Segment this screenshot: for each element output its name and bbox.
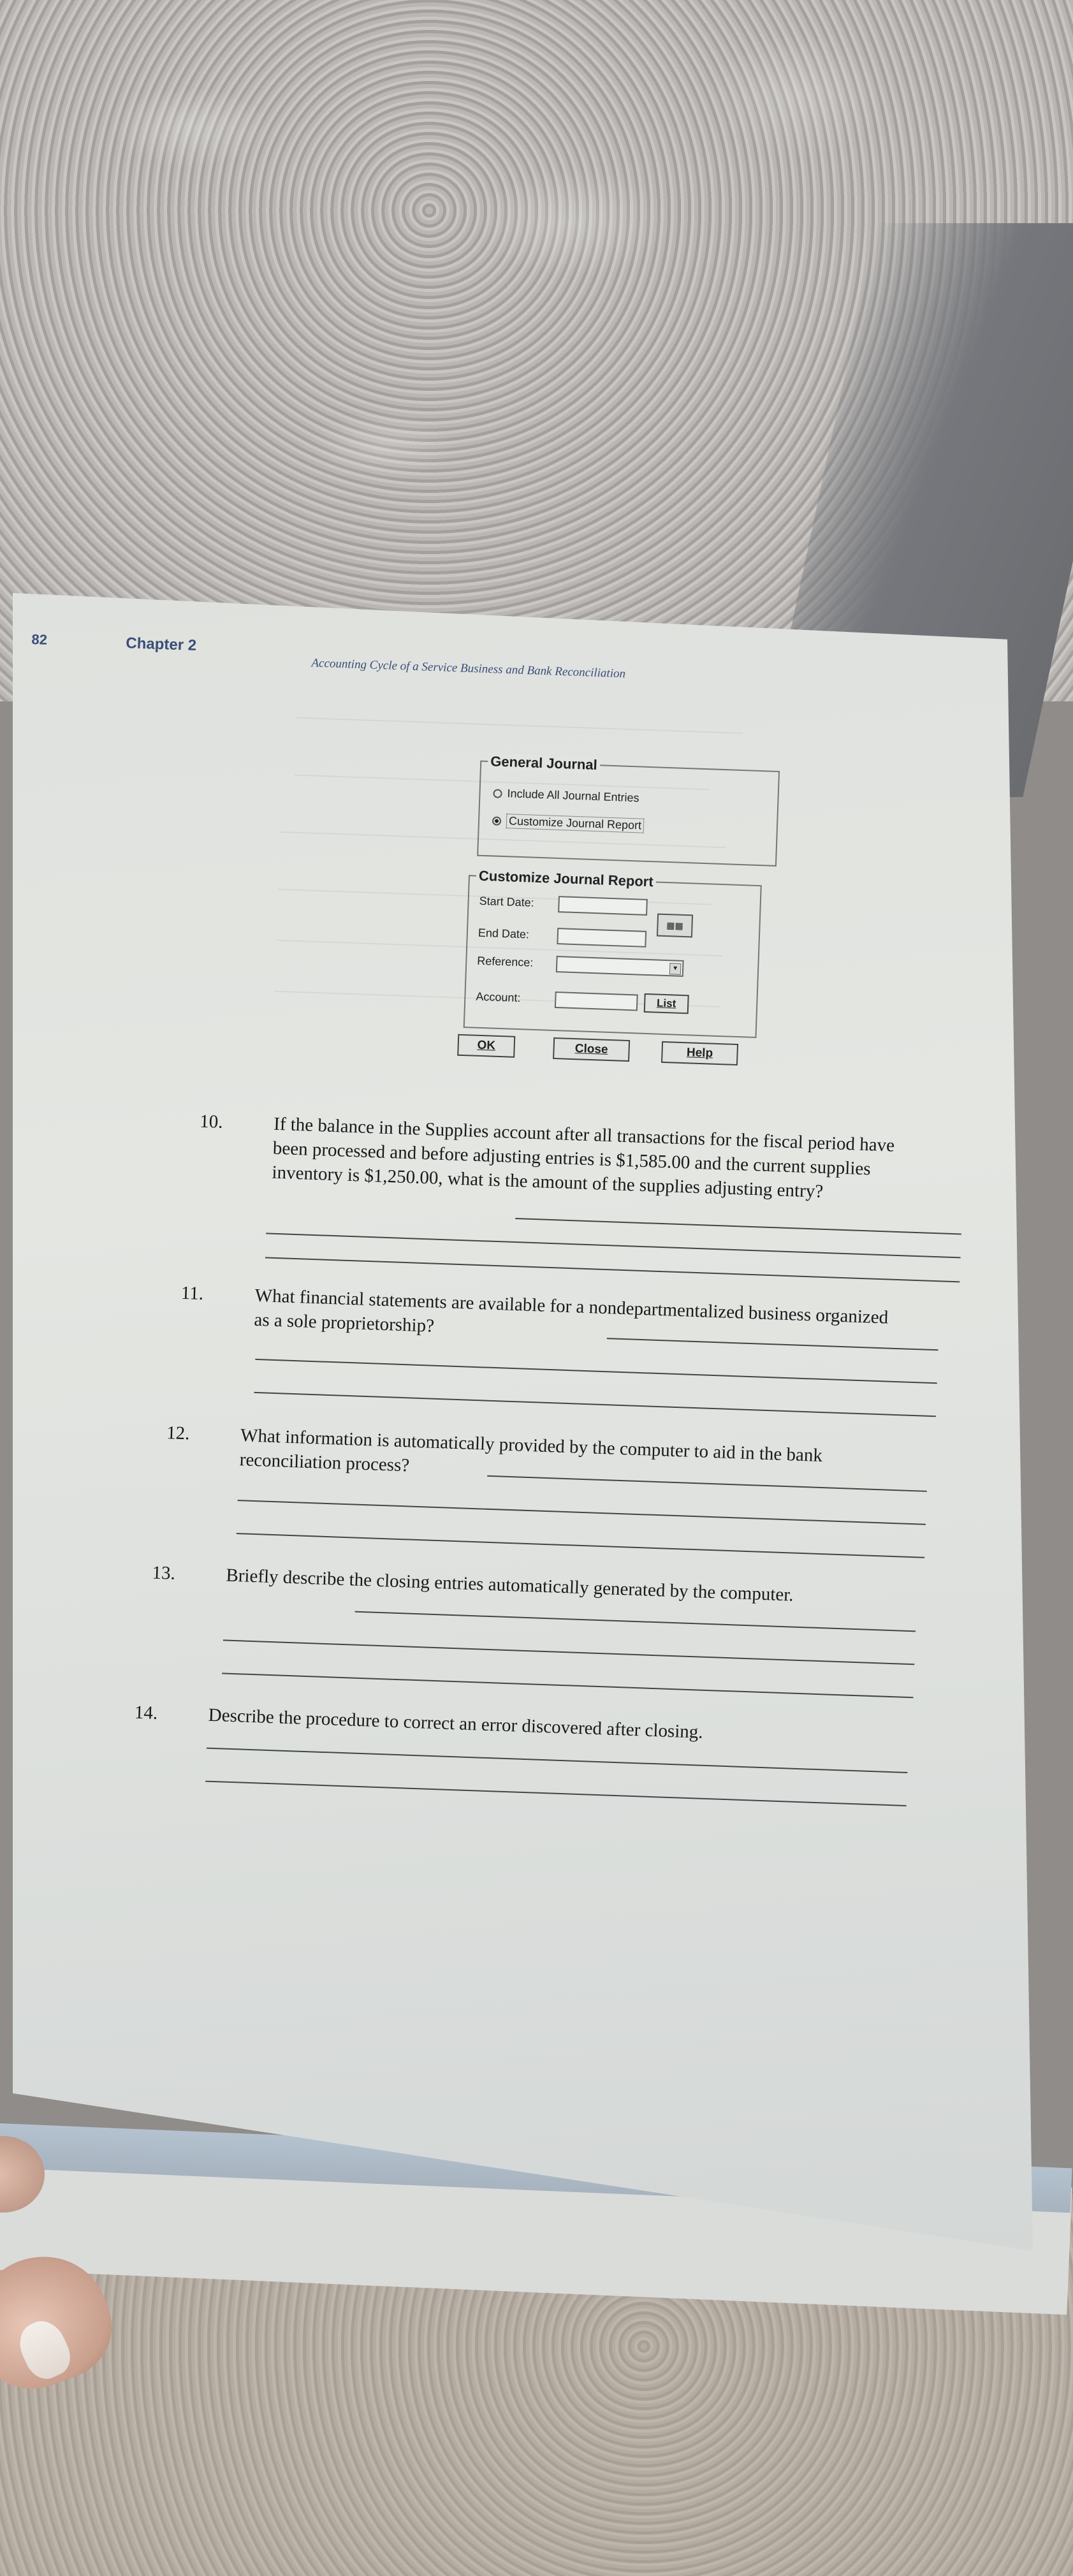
reference-select[interactable] xyxy=(556,956,684,977)
list-button[interactable]: List xyxy=(644,993,689,1014)
ok-button[interactable]: OK xyxy=(457,1034,515,1058)
calendar-icon[interactable]: ▦▦ xyxy=(657,914,693,938)
page-number: 82 xyxy=(31,631,48,648)
account-label: Account: xyxy=(476,990,521,1005)
answer-line[interactable] xyxy=(238,1500,926,1525)
question-text: What financial statements are available for a nondepartmentalized business organized as a sole proprietorship? xyxy=(253,1285,889,1336)
help-button[interactable]: Help xyxy=(661,1041,738,1065)
answer-line[interactable] xyxy=(222,1672,913,1698)
answer-line[interactable] xyxy=(207,1748,907,1773)
general-journal-group xyxy=(477,753,780,867)
answer-line[interactable] xyxy=(355,1611,916,1632)
chapter-label: Chapter 2 xyxy=(125,634,197,655)
radio-icon xyxy=(493,789,502,798)
chevron-down-icon: ▼ xyxy=(669,963,682,975)
customize-report-title: Customize Journal Report xyxy=(476,868,657,891)
customize-report-group xyxy=(464,867,762,1038)
answer-line[interactable] xyxy=(254,1392,936,1417)
chapter-title: Accounting Cycle of a Service Business and Bank Reconciliation xyxy=(311,656,626,681)
question-text: What information is automatically provided by the computer to aid in the bank reconciliation process? xyxy=(239,1425,823,1476)
answer-line[interactable] xyxy=(237,1533,924,1558)
question-11 xyxy=(180,1281,908,1336)
question-text: If the balance in the Supplies account after all transactions for the fiscal period have been processed and before adjusting entries is $1,585.00 and the current supplies inventory is $1,250.00, what is the amount of the supplies adjusting entry? xyxy=(272,1113,895,1202)
question-13 xyxy=(152,1560,879,1606)
question-10 xyxy=(199,1109,926,1202)
question-14 xyxy=(134,1701,861,1743)
close-button[interactable]: Close xyxy=(553,1037,630,1062)
question-text: Describe the procedure to correct an error discovered after closing. xyxy=(208,1704,704,1743)
general-journal-title: General Journal xyxy=(488,753,600,773)
page-content xyxy=(0,631,1000,1876)
question-number: 10. xyxy=(199,1111,224,1132)
question-12 xyxy=(166,1421,893,1476)
radio-selected-icon xyxy=(492,816,501,825)
question-number: 14. xyxy=(134,1702,158,1723)
answer-line[interactable] xyxy=(255,1359,937,1384)
answer-line[interactable] xyxy=(266,1233,960,1258)
answer-line[interactable] xyxy=(515,1218,961,1234)
answer-line[interactable] xyxy=(265,1257,960,1282)
question-number: 13. xyxy=(152,1562,176,1584)
reference-label: Reference: xyxy=(477,954,534,969)
answer-line[interactable] xyxy=(205,1781,906,1806)
bleed-through-line xyxy=(296,717,743,734)
question-number: 11. xyxy=(180,1282,204,1305)
option-include-all[interactable] xyxy=(493,786,639,805)
start-date-field[interactable] xyxy=(558,896,648,916)
question-text: Briefly describe the closing entries automatically generated by the computer. xyxy=(225,1565,794,1606)
start-date-label: Start Date: xyxy=(479,894,535,909)
answer-line[interactable] xyxy=(223,1639,914,1665)
option-include-all-label: Include All Journal Entries xyxy=(507,787,639,805)
question-number: 12. xyxy=(166,1423,191,1444)
general-journal-dialog xyxy=(470,753,780,1077)
option-customize-label: Customize Journal Report xyxy=(506,814,645,833)
end-date-label: End Date: xyxy=(478,926,530,941)
account-field[interactable] xyxy=(555,992,638,1011)
option-customize[interactable] xyxy=(492,813,645,833)
end-date-field[interactable] xyxy=(557,928,646,948)
